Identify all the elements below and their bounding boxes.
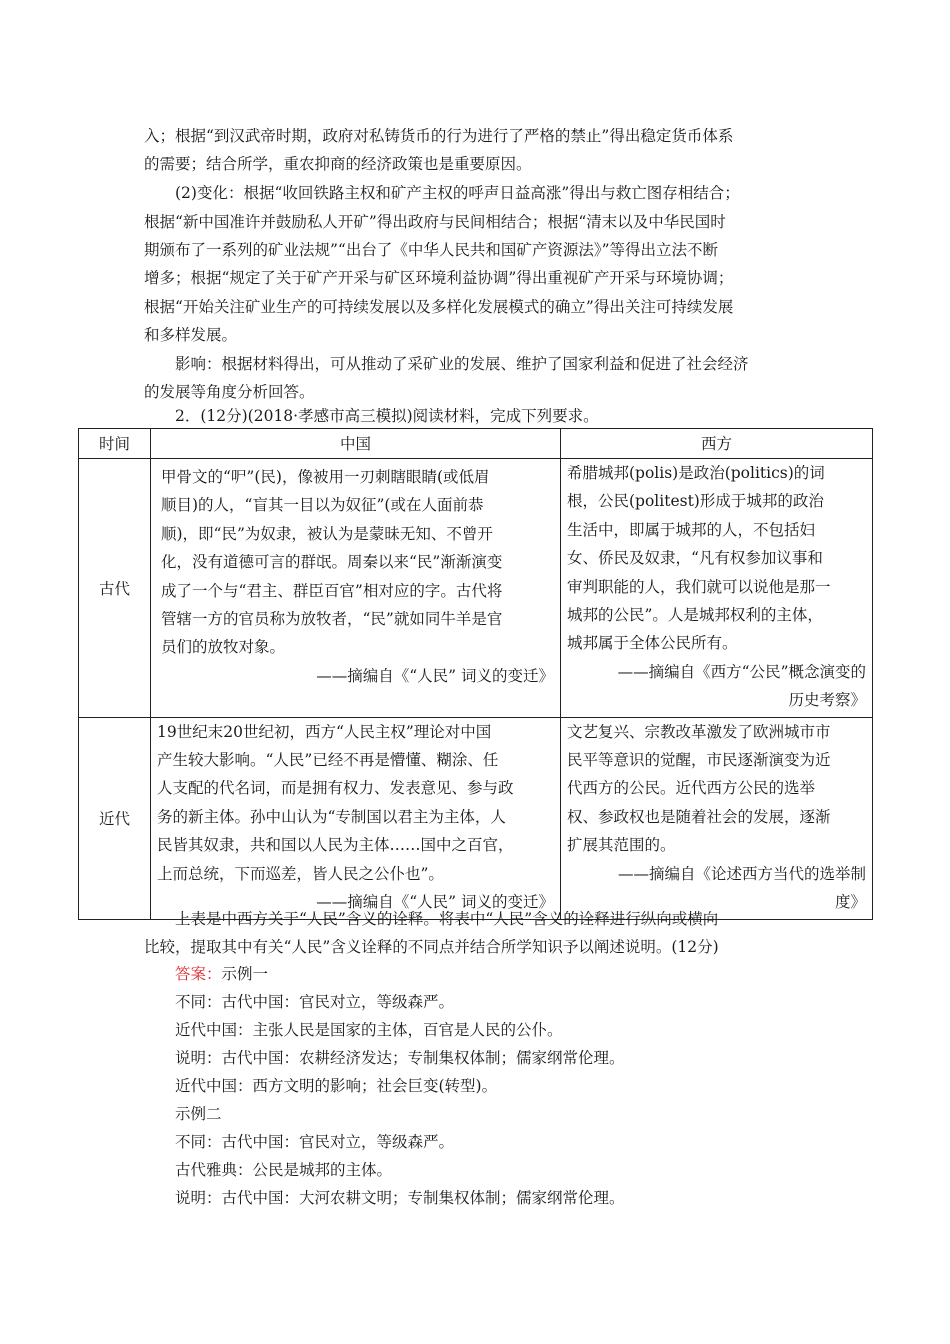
header-china: 中国 <box>151 429 561 459</box>
answer-line: 古代雅典：公民是城邦的主体。 <box>175 1161 393 1179</box>
answer-line: 不同：古代中国：官民对立，等级森严。 <box>175 993 455 1011</box>
cell-line: 女、侨民及奴隶，“凡有权参加议事和 <box>567 549 823 568</box>
answer-line: 说明：古代中国：农耕经济发达；专制集权体制；儒家纲常伦理。 <box>175 1049 625 1067</box>
west-cell <box>561 459 873 718</box>
cell-line: 城邦的公民”。人是城邦权利的主体， <box>567 606 823 625</box>
cell-line: 审判职能的人，我们就可以说他是那一 <box>567 577 831 596</box>
cell-line: 根，公民(politest)形成于城邦的政治 <box>567 492 824 511</box>
cell-line: 代西方的公民。近代西方公民的选举 <box>567 779 816 798</box>
source-citation: ——摘编自《“人民” 词义的变迁》 <box>316 666 554 685</box>
answer-label: 答案： <box>175 965 222 983</box>
era-cell: 近代 <box>79 717 151 919</box>
table-header-row <box>79 429 873 459</box>
cell-line: 民平等意识的觉醒，市民逐渐演变为近 <box>567 751 831 770</box>
answer-line: 近代中国：主张人民是国家的主体，百官是人民的公仆。 <box>175 1021 563 1039</box>
cell-line: 员们的放牧对象。 <box>161 638 286 657</box>
cell-line: 城邦属于全体公民所有。 <box>567 634 738 653</box>
answer-text: 示例一 <box>221 965 269 983</box>
cell-line: 希腊城邦(polis)是政治(politics)的词 <box>567 464 825 482</box>
text-line: 的发展等角度分析回答。 <box>144 383 315 401</box>
comparison-table <box>78 428 873 920</box>
source-citation: ——摘编自《西方“公民”概念演变的 <box>617 662 866 681</box>
answer-line <box>175 963 268 985</box>
text-line: 和多样发展。 <box>144 326 238 344</box>
answer-line: 示例二 <box>175 1105 222 1123</box>
cell-line: 19世纪末20世纪初，西方“人民主权”理论对中国 <box>157 722 492 741</box>
cell-line: 产生较大影响。“人民”已经不再是懵懂、糊涂、任 <box>157 751 499 770</box>
cell-line: 文艺复兴、宗教改革激发了欧洲城市市 <box>567 722 831 741</box>
text-line: 根据“新中国准许并鼓励私人开矿”得出政府与民间相结合；根据“清末以及中华民国时 <box>144 213 726 231</box>
cell-line: 上而总统，下而巡差，皆人民之公仆也”。 <box>157 864 444 883</box>
text-line: 入；根据“到汉武帝时期，政府对私铸货币的行为进行了严格的禁止”得出稳定货币体系 <box>144 127 734 145</box>
cell-line: 化，没有道德可言的群氓。周秦以来“民”渐渐演变 <box>161 553 503 572</box>
source-citation: ——摘编自《“人民” 词义的变迁》 <box>316 893 554 912</box>
west-cell <box>561 717 873 919</box>
cell-line: 务的新主体。孙中山认为“专制国以君主为主体，人 <box>157 807 506 826</box>
source-citation: ——摘编自《论述西方当代的选举制 <box>617 864 866 883</box>
cell-line: 人支配的代名词，而是拥有权力、发表意见、参与政 <box>157 779 514 798</box>
table-row <box>79 459 873 718</box>
answer-line: 不同：古代中国：官民对立，等级森严。 <box>175 1133 455 1151</box>
header-west: 西方 <box>561 429 873 459</box>
text-line: 的需要；结合所学，重农抑商的经济政策也是重要原因。 <box>144 155 532 173</box>
text-line: 增多；根据“规定了关于矿产开采与矿区环境利益协调”得出重视矿产开采与环境协调； <box>144 269 734 287</box>
cell-line: 扩展其范围的。 <box>567 836 676 855</box>
question-heading: 2．(12分)(2018·孝感市高三模拟)阅读材料，完成下列要求。 <box>175 407 599 425</box>
text-line: 影响：根据材料得出，可从推动了采矿业的发展、维护了国家利益和促进了社会经济 <box>175 355 749 373</box>
source-citation: 历史考察》 <box>788 691 866 710</box>
era-cell: 古代 <box>79 459 151 718</box>
cell-line: 甲骨文的“㕧”(民)，像被用一刃刺瞎眼睛(或低眉 <box>161 468 490 486</box>
text-line: 根据“开始关注矿业生产的可持续发展以及多样化发展模式的确立”得出关注可持续发展 <box>144 298 734 316</box>
cell-line: 顺目)的人，“盲其一目以为奴征”(或在人面前恭 <box>161 496 484 515</box>
china-cell <box>151 459 561 718</box>
text-line: 上表是中西方关于“人民”含义的诠释。将表中“人民”含义的诠释进行纵向或横向 <box>175 910 719 928</box>
cell-line: 权、参政权也是随着社会的发展，逐渐 <box>567 807 831 826</box>
text-line: (2)变化：根据“收回铁路主权和矿产主权的呼声日益高涨”得出与救亡图存相结合； <box>175 184 740 202</box>
cell-line: 管辖一方的官员称为放牧者，“民”就如同牛羊是官 <box>161 610 503 629</box>
answer-line: 近代中国：西方文明的影响；社会巨变(转型)。 <box>175 1077 498 1095</box>
text-line: 比较，提取其中有关“人民”含义诠释的不同点并结合所学知识予以阐述说明。(12分) <box>144 938 719 956</box>
cell-line: 成了一个与“君主、群臣百官”相对应的字。古代将 <box>161 581 503 600</box>
answer-line: 说明：古代中国：大河农耕文明；专制集权体制；儒家纲常伦理。 <box>175 1189 625 1207</box>
cell-line: 民皆其奴隶，共和国以人民为主体……国中之百官， <box>157 836 514 855</box>
china-cell <box>151 717 561 919</box>
cell-line: 顺)，即“民”为奴隶，被认为是蒙昧无知、不曾开 <box>161 524 493 543</box>
table-row <box>79 717 873 919</box>
source-citation: 度》 <box>834 893 866 912</box>
header-time: 时间 <box>79 429 151 459</box>
cell-line: 生活中，即属于城邦的人，不包括妇 <box>567 520 816 539</box>
text-line: 期颁布了一系列的矿业法规”“出台了《中华人民共和国矿产资源法》”等得出立法不断 <box>144 241 719 259</box>
